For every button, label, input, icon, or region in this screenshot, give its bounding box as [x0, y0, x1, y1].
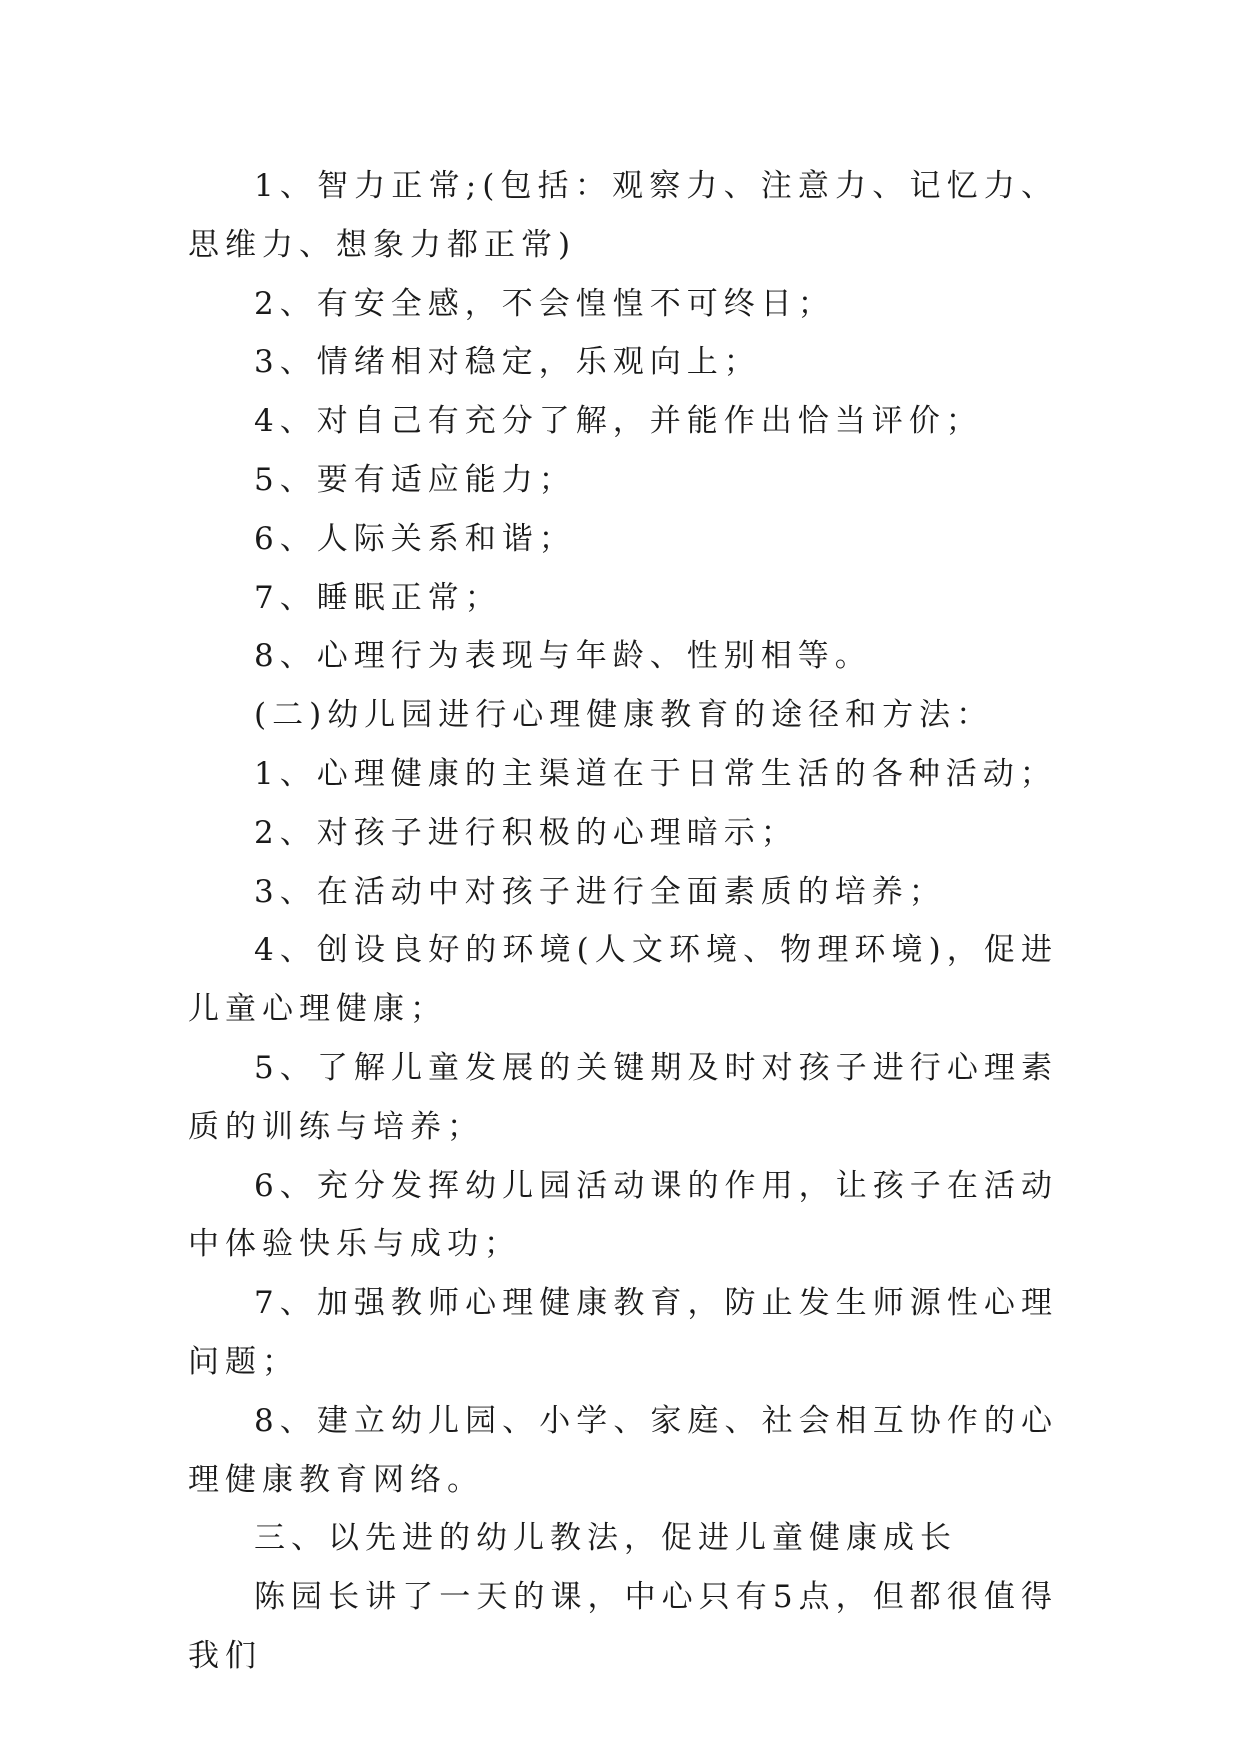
- paragraph-method-1: 1、心理健康的主渠道在于日常生活的各种活动；: [254, 755, 1057, 792]
- paragraph-mental-health-criterion-1: 1、智力正常;(包括：观察力、注意力、记忆力、思维力、想象力都正常): [188, 168, 1058, 263]
- paragraph-mental-health-criterion-6: 6、人际关系和谐；: [254, 520, 576, 557]
- paragraph-mental-health-criterion-8: 8、心理行为表现与年龄、性别相等。: [254, 638, 872, 675]
- paragraph-mental-health-criterion-2: 2、有安全感，不会惶惶不可终日；: [254, 285, 835, 322]
- paragraph-method-2: 2、对孩子进行积极的心理暗示；: [254, 814, 798, 851]
- section-heading-teaching-methods: 三、以先进的幼儿教法，促进儿童健康成长: [254, 1520, 957, 1557]
- paragraph-mental-health-criterion-4: 4、对自己有充分了解，并能作出恰当评价；: [254, 403, 983, 440]
- document-body: [188, 157, 1058, 1686]
- paragraph-lecture-summary: 陈园长讲了一天的课，中心只有5点，但都很值得我们: [188, 1579, 1058, 1674]
- paragraph-method-4: 4、创设良好的环境(人文环境、物理环境)，促进儿童心理健康；: [188, 932, 1058, 1028]
- paragraph-method-6: 6、充分发挥幼儿园活动课的作用，让孩子在活动中体验快乐与成功；: [188, 1167, 1058, 1263]
- paragraph-mental-health-criterion-5: 5、要有适应能力；: [254, 461, 576, 498]
- paragraph-method-7: 7、加强教师心理健康教育，防止发生师源性心理问题；: [188, 1285, 1058, 1380]
- paragraph-method-5: 5、了解儿童发展的关键期及时对孩子进行心理素质的训练与培养；: [188, 1049, 1058, 1145]
- paragraph-mental-health-criterion-7: 7、睡眠正常；: [254, 579, 502, 616]
- paragraph-method-3: 3、在活动中对孩子进行全面素质的培养；: [254, 873, 946, 910]
- paragraph-method-8: 8、建立幼儿园、小学、家庭、社会相互协作的心理健康教育网络。: [188, 1402, 1058, 1498]
- section-heading-methods: (二)幼儿园进行心理健康教育的途径和方法：: [254, 697, 994, 734]
- paragraph-mental-health-criterion-3: 3、情绪相对稳定，乐观向上；: [254, 344, 761, 381]
